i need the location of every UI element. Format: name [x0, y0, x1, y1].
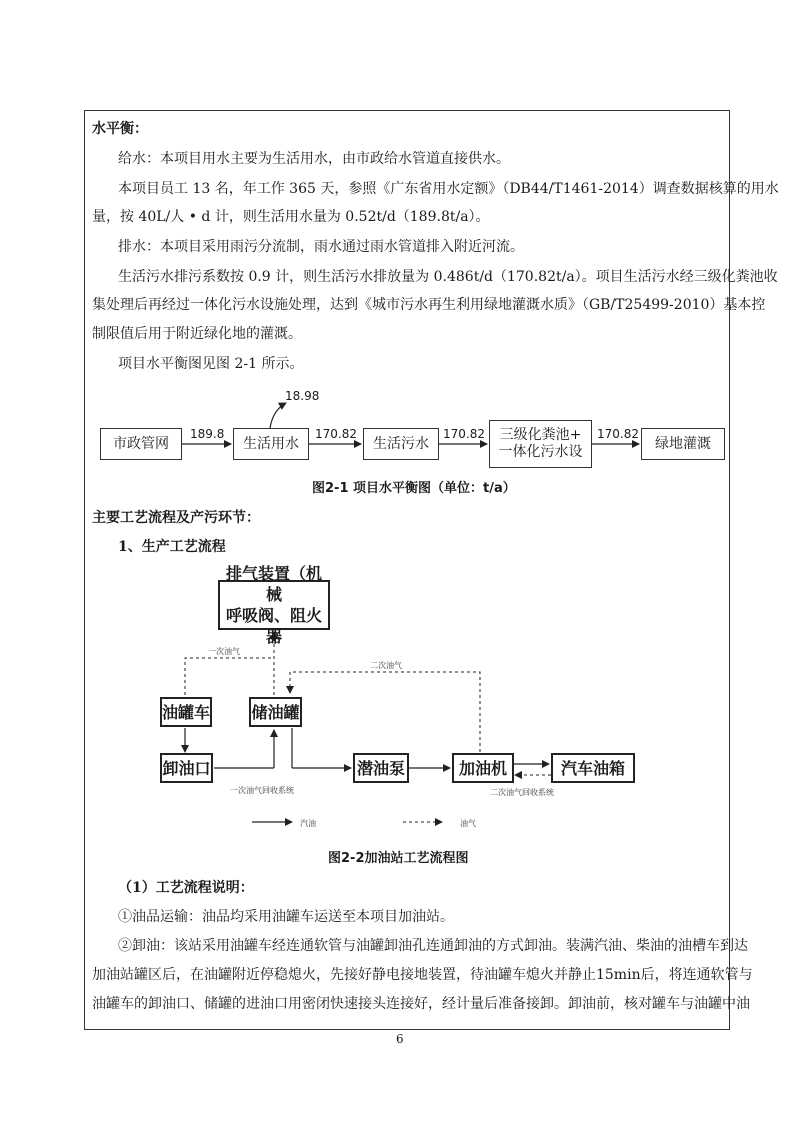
paragraph: 量，按 40L/人 • d 计，则生活用水量为 0.52t/d（189.8t/a）。: [92, 209, 490, 225]
paragraph: 给水：本项目用水主要为生活用水，由市政给水管道直接供水。: [118, 151, 510, 167]
vent-line-1: 排气装置（机械: [225, 564, 322, 604]
paragraph: 油罐车的卸油口、储罐的进油口用密闭快速接头连接好，经计量后准备接卸。卸油前，核对罐车与油罐中油: [92, 996, 750, 1012]
figure-2-2-caption: 图2-2加油站工艺流程图: [328, 851, 469, 866]
flow-loss: 18.98: [285, 389, 320, 403]
box-domestic-sewage: 生活污水: [363, 428, 439, 460]
box-tanker-truck: 油罐车: [160, 697, 212, 727]
flow-sewage-3: 170.82: [597, 427, 639, 441]
box-vehicle-fuel-tank: 汽车油箱: [551, 753, 635, 783]
figure-2-1-caption: 图2-1 项目水平衡图（单位：t/a）: [312, 481, 516, 496]
page-number: 6: [396, 1032, 404, 1046]
paragraph: 加油站罐区后，在油罐附近停稳熄火，先接好静电接地装置，待油罐车熄火并静止15min后，将连通软管与: [92, 967, 753, 983]
box-domestic-water: 生活用水: [233, 428, 309, 460]
paragraph: 制限值后用于附近绿化地的灌溉。: [92, 326, 302, 342]
box-municipal: 市政管网: [100, 428, 182, 460]
flow-sewage-1: 170.82: [315, 427, 357, 441]
paragraph: 集处理后再经过一体化污水设施处理，达到《城市污水再生利用绿地灌溉水质》（GB/T25499-2010）基本控: [92, 297, 766, 313]
process-heading: 主要工艺流程及产污环节：: [92, 510, 260, 526]
box-storage-tank: 储油罐: [249, 697, 302, 727]
flow-sewage-2: 170.82: [443, 427, 485, 441]
paragraph: 生活污水排污系数按 0.9 计，则生活污水排放量为 0.486t/d（170.82t/a）。项目生活污水经三级化粪池收: [118, 269, 778, 285]
paragraph: 本项目员工 13 名，年工作 365 天，参照《广东省用水定额》（DB44/T1461-2014）调查数据核算的用水: [118, 181, 779, 197]
paragraph: 项目水平衡图见图 2-1 所示。: [118, 356, 304, 372]
water-balance-heading: 水平衡：: [92, 121, 148, 137]
paragraph: ②卸油：该站采用油罐车经连通软管与油罐卸油孔连通卸油的方式卸油。装满汽油、柴油的油槽车到达: [118, 938, 748, 954]
box-submersible-pump: 潜油泵: [353, 753, 409, 783]
process-subheading: 1、生产工艺流程: [118, 539, 226, 555]
box-fuel-dispenser: 加油机: [452, 753, 514, 783]
treatment-line-1: 三级化粪池+: [499, 427, 582, 443]
label-secondary-vapor: 二次油气: [370, 661, 402, 670]
flow-supply: 189.8: [190, 427, 225, 441]
box-green-irrigation: 绿地灌溉: [641, 428, 725, 460]
paragraph: 排水：本项目采用雨污分流制，雨水通过雨水管道排入附近河流。: [118, 239, 524, 255]
legend-solid-label: 汽油: [300, 819, 316, 828]
vent-line-2: 呼吸阀、阻火器: [225, 606, 322, 646]
box-unloading-port: 卸油口: [160, 753, 213, 783]
description-heading: （1）工艺流程说明：: [118, 880, 254, 896]
box-vent-device: [218, 564, 330, 646]
label-secondary-recovery: 二次油气回收系统: [490, 788, 554, 797]
label-primary-vapor: 一次油气: [208, 647, 240, 656]
legend-dashed-label: 油气: [460, 819, 476, 828]
label-primary-recovery: 一次油气回收系统: [230, 786, 294, 795]
paragraph: ①油品运输：油品均采用油罐车运送至本项目加油站。: [118, 909, 454, 925]
treatment-line-2: 一体化污水设: [498, 444, 583, 460]
